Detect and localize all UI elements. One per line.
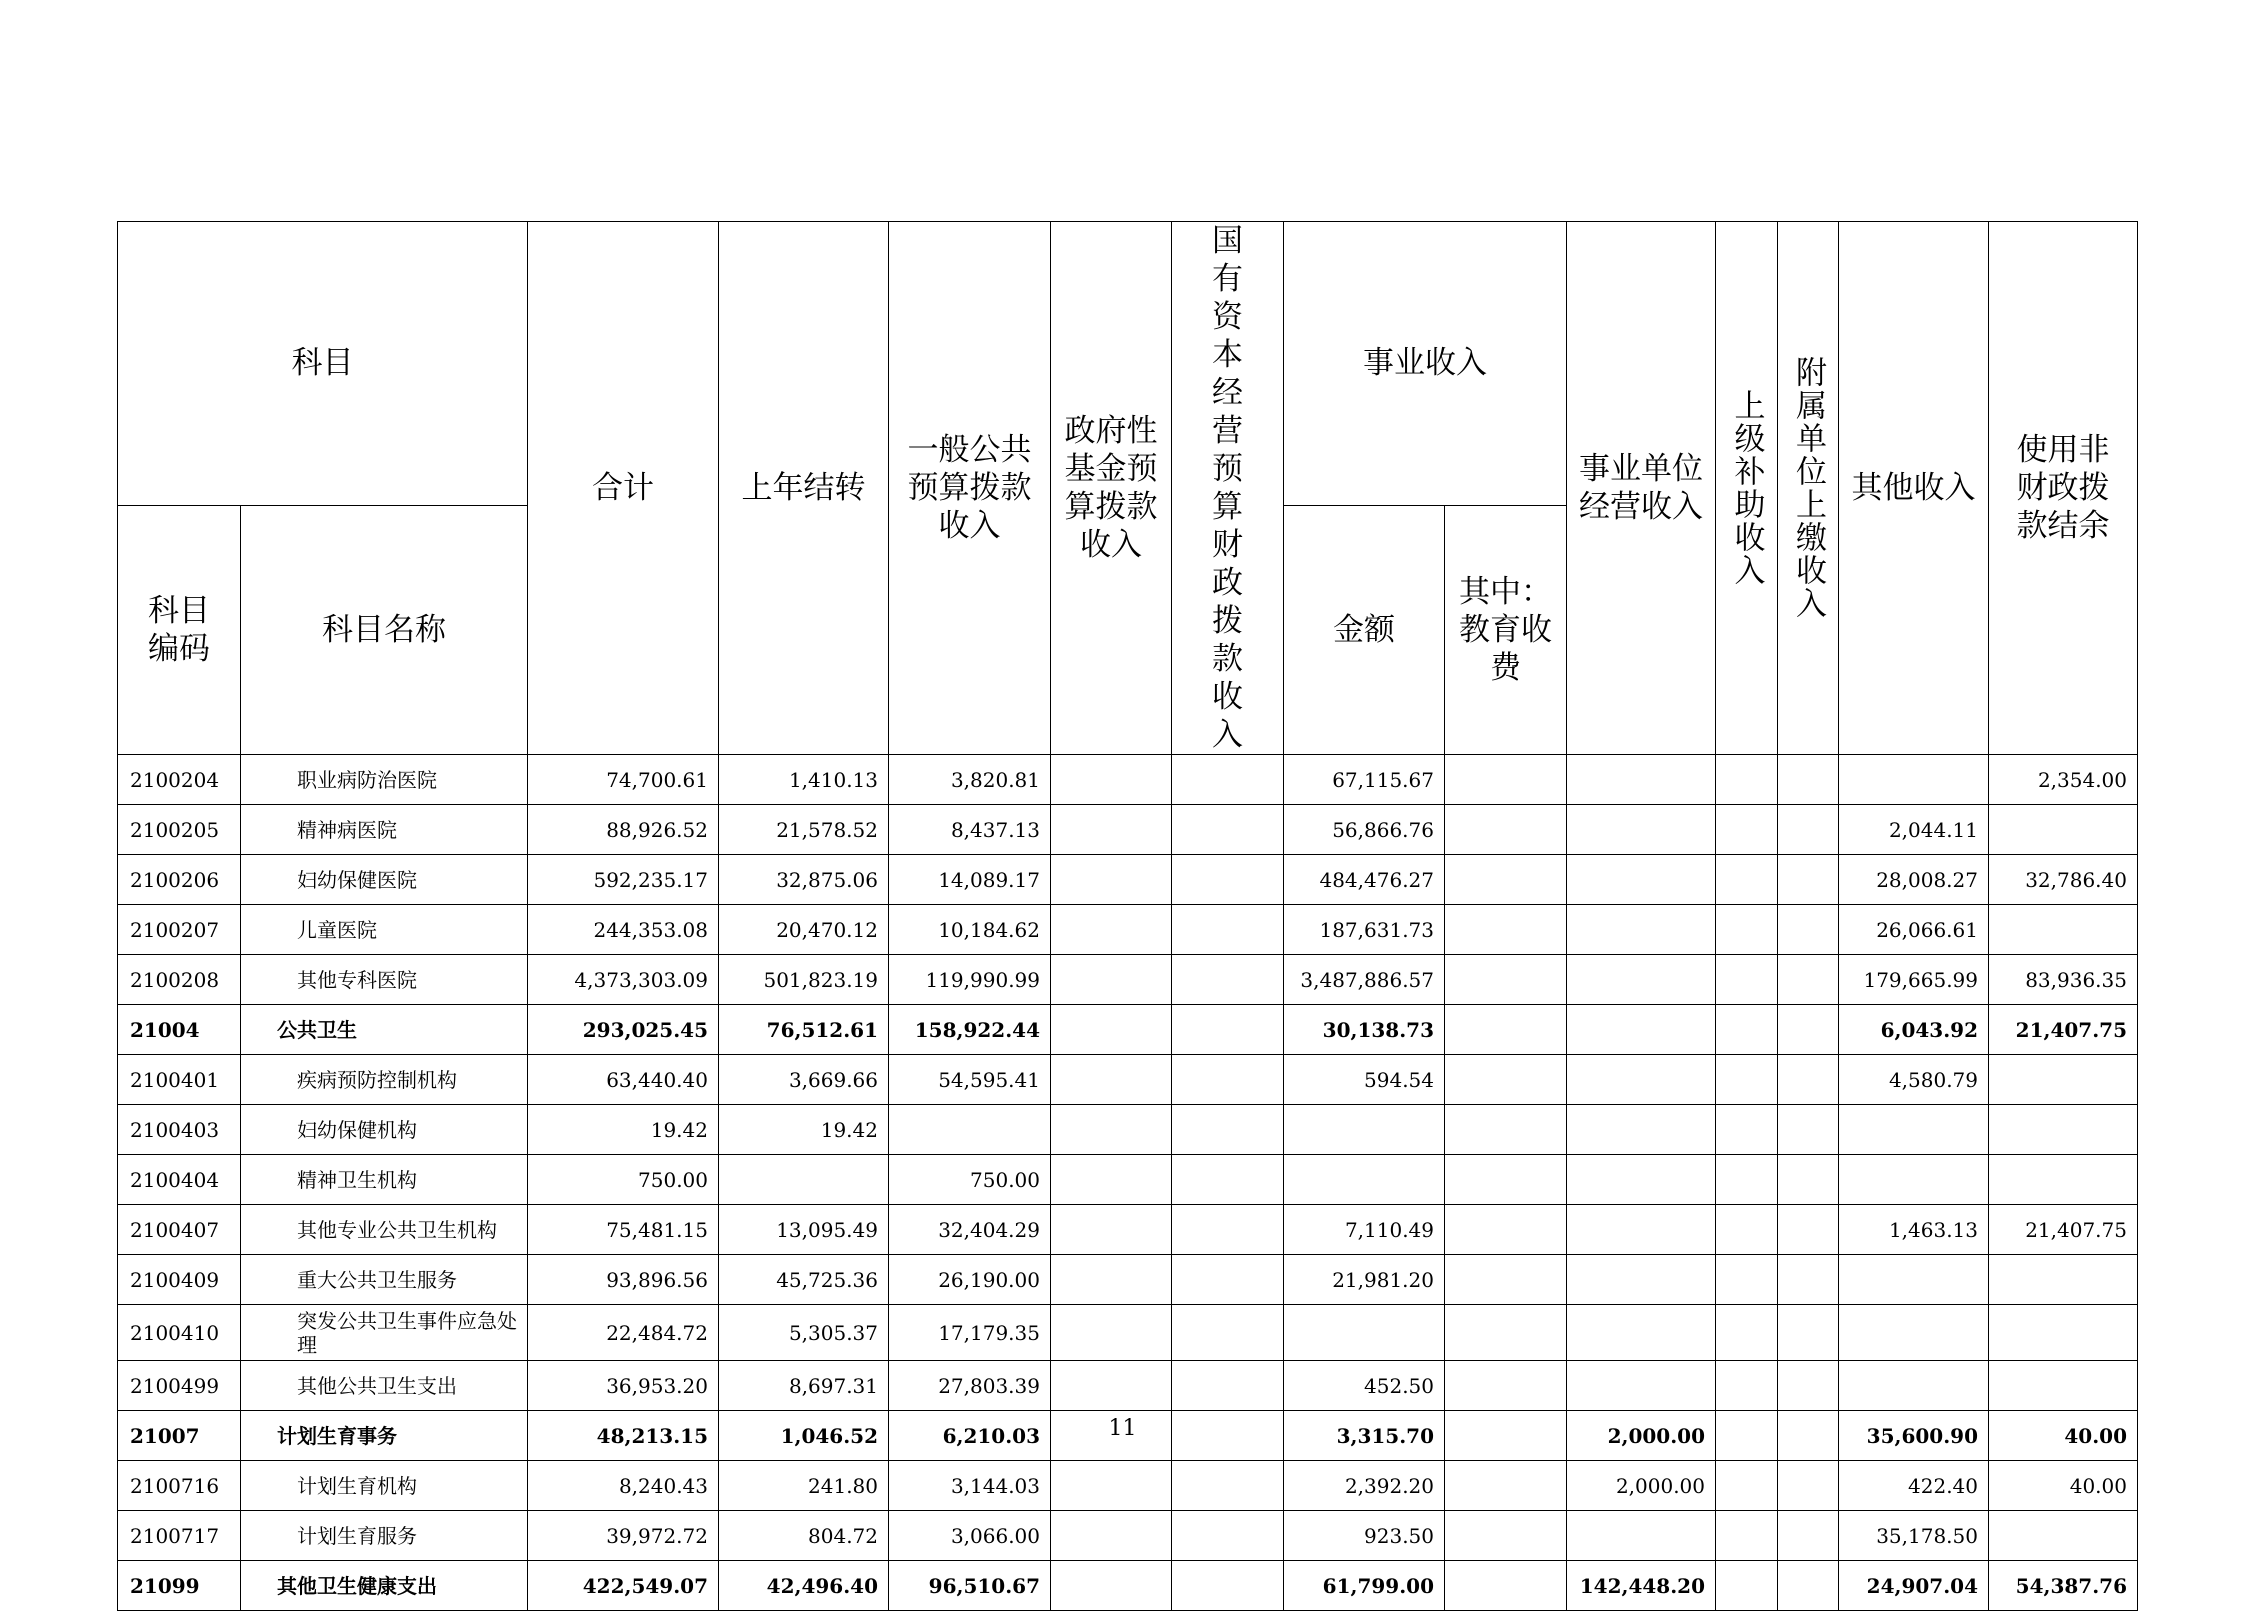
subject-name-cell: 妇幼保健医院 [241, 855, 528, 905]
operating-cell [1567, 1361, 1716, 1411]
carryover-cell: 804.72 [719, 1511, 889, 1561]
superior-cell [1716, 1561, 1778, 1611]
gov-fund-cell [1051, 1305, 1172, 1361]
table-row [118, 855, 2138, 905]
carryover-cell: 45,725.36 [719, 1255, 889, 1305]
total-cell: 93,896.56 [528, 1255, 719, 1305]
amount-cell: 30,138.73 [1284, 1005, 1445, 1055]
amount-cell: 187,631.73 [1284, 905, 1445, 955]
edu-fee-cell [1445, 1055, 1567, 1105]
header-education-fee: 其中：教育收费 [1445, 505, 1567, 754]
superior-cell [1716, 905, 1778, 955]
affiliated-cell [1778, 1005, 1839, 1055]
state-capital-cell [1172, 955, 1284, 1005]
subject-name-cell: 儿童医院 [241, 905, 528, 955]
carryover-cell: 1,046.52 [719, 1411, 889, 1461]
header-business-income: 事业收入 [1284, 222, 1567, 506]
amount-cell: 21,981.20 [1284, 1255, 1445, 1305]
other-cell: 422.40 [1839, 1461, 1989, 1511]
subject-code-cell: 2100207 [118, 905, 241, 955]
subject-name-cell: 公共卫生 [241, 1005, 528, 1055]
general-cell: 6,210.03 [889, 1411, 1051, 1461]
header-subject-name: 科目名称 [241, 505, 528, 754]
gov-fund-cell [1051, 905, 1172, 955]
edu-fee-cell [1445, 1155, 1567, 1205]
general-cell: 3,066.00 [889, 1511, 1051, 1561]
other-cell: 35,178.50 [1839, 1511, 1989, 1561]
subject-code-cell: 21099 [118, 1561, 241, 1611]
total-cell: 19.42 [528, 1105, 719, 1155]
state-capital-cell [1172, 1205, 1284, 1255]
total-cell: 63,440.40 [528, 1055, 719, 1105]
table-row [118, 1461, 2138, 1511]
budget-income-table [117, 221, 2138, 1611]
header-general-budget: 一般公共预算拨款收入 [889, 222, 1051, 755]
general-cell: 32,404.29 [889, 1205, 1051, 1255]
edu-fee-cell [1445, 1561, 1567, 1611]
state-capital-cell [1172, 1511, 1284, 1561]
state-capital-cell [1172, 905, 1284, 955]
amount-cell: 67,115.67 [1284, 755, 1445, 805]
operating-cell [1567, 1511, 1716, 1561]
edu-fee-cell [1445, 855, 1567, 905]
general-cell: 3,820.81 [889, 755, 1051, 805]
subject-name-cell: 重大公共卫生服务 [241, 1255, 528, 1305]
subject-name-cell: 精神卫生机构 [241, 1155, 528, 1205]
balance-cell: 40.00 [1989, 1411, 2138, 1461]
state-capital-cell [1172, 1105, 1284, 1155]
operating-cell [1567, 805, 1716, 855]
subject-name-cell: 职业病防治医院 [241, 755, 528, 805]
state-capital-cell [1172, 805, 1284, 855]
superior-cell [1716, 1005, 1778, 1055]
amount-cell: 594.54 [1284, 1055, 1445, 1105]
operating-cell [1567, 1005, 1716, 1055]
affiliated-cell [1778, 1305, 1839, 1361]
total-cell: 74,700.61 [528, 755, 719, 805]
other-cell: 26,066.61 [1839, 905, 1989, 955]
superior-cell [1716, 1461, 1778, 1511]
gov-fund-cell [1051, 1461, 1172, 1511]
affiliated-cell [1778, 855, 1839, 905]
operating-cell: 2,000.00 [1567, 1461, 1716, 1511]
subject-code-cell: 2100205 [118, 805, 241, 855]
amount-cell: 7,110.49 [1284, 1205, 1445, 1255]
superior-cell [1716, 1305, 1778, 1361]
operating-cell [1567, 1255, 1716, 1305]
subject-name-cell: 计划生育事务 [241, 1411, 528, 1461]
amount-cell [1284, 1155, 1445, 1205]
table-row [118, 1005, 2138, 1055]
amount-cell: 61,799.00 [1284, 1561, 1445, 1611]
operating-cell: 2,000.00 [1567, 1411, 1716, 1461]
carryover-cell [719, 1155, 889, 1205]
amount-cell: 484,476.27 [1284, 855, 1445, 905]
carryover-cell: 32,875.06 [719, 855, 889, 905]
carryover-cell: 5,305.37 [719, 1305, 889, 1361]
state-capital-cell [1172, 855, 1284, 905]
other-cell: 2,044.11 [1839, 805, 1989, 855]
operating-cell [1567, 1105, 1716, 1155]
superior-cell [1716, 1255, 1778, 1305]
affiliated-cell [1778, 1205, 1839, 1255]
balance-cell: 32,786.40 [1989, 855, 2138, 905]
balance-cell: 2,354.00 [1989, 755, 2138, 805]
subject-name-cell: 计划生育机构 [241, 1461, 528, 1511]
amount-cell: 452.50 [1284, 1361, 1445, 1411]
amount-cell: 3,315.70 [1284, 1411, 1445, 1461]
operating-cell [1567, 855, 1716, 905]
affiliated-cell [1778, 905, 1839, 955]
gov-fund-cell [1051, 1105, 1172, 1155]
general-cell: 750.00 [889, 1155, 1051, 1205]
balance-cell [1989, 1511, 2138, 1561]
operating-cell [1567, 1305, 1716, 1361]
header-subject-code: 科目编码 [118, 505, 241, 754]
state-capital-cell [1172, 1155, 1284, 1205]
total-cell: 592,235.17 [528, 855, 719, 905]
balance-cell [1989, 1155, 2138, 1205]
header-amount: 金额 [1284, 505, 1445, 754]
gov-fund-cell [1051, 1155, 1172, 1205]
balance-cell: 54,387.76 [1989, 1561, 2138, 1611]
gov-fund-cell [1051, 1511, 1172, 1561]
table-row [118, 1255, 2138, 1305]
edu-fee-cell [1445, 1105, 1567, 1155]
state-capital-cell [1172, 1055, 1284, 1105]
balance-cell [1989, 1361, 2138, 1411]
subject-code-cell: 2100401 [118, 1055, 241, 1105]
carryover-cell: 76,512.61 [719, 1005, 889, 1055]
other-cell [1839, 1105, 1989, 1155]
carryover-cell: 42,496.40 [719, 1561, 889, 1611]
edu-fee-cell [1445, 1361, 1567, 1411]
subject-code-cell: 2100407 [118, 1205, 241, 1255]
header-total: 合计 [528, 222, 719, 755]
general-cell: 26,190.00 [889, 1255, 1051, 1305]
state-capital-cell [1172, 1361, 1284, 1411]
edu-fee-cell [1445, 1255, 1567, 1305]
header-subject: 科目 [118, 222, 528, 506]
subject-code-cell: 2100403 [118, 1105, 241, 1155]
table-row [118, 1561, 2138, 1611]
other-cell: 4,580.79 [1839, 1055, 1989, 1105]
header-operating-income: 事业单位经营收入 [1567, 222, 1716, 755]
superior-cell [1716, 855, 1778, 905]
affiliated-cell [1778, 1361, 1839, 1411]
carryover-cell: 501,823.19 [719, 955, 889, 1005]
other-cell: 24,907.04 [1839, 1561, 1989, 1611]
total-cell: 244,353.08 [528, 905, 719, 955]
general-cell: 10,184.62 [889, 905, 1051, 955]
other-cell [1839, 1155, 1989, 1205]
affiliated-cell [1778, 1255, 1839, 1305]
subject-code-cell: 21004 [118, 1005, 241, 1055]
gov-fund-cell [1051, 1361, 1172, 1411]
edu-fee-cell [1445, 955, 1567, 1005]
subject-code-cell: 2100717 [118, 1511, 241, 1561]
general-cell [889, 1105, 1051, 1155]
other-cell: 35,600.90 [1839, 1411, 1989, 1461]
table-row [118, 955, 2138, 1005]
balance-cell [1989, 1255, 2138, 1305]
table-row [118, 1155, 2138, 1205]
subject-code-cell: 2100716 [118, 1461, 241, 1511]
table-row [118, 1055, 2138, 1105]
amount-cell: 2,392.20 [1284, 1461, 1445, 1511]
total-cell: 75,481.15 [528, 1205, 719, 1255]
other-cell: 1,463.13 [1839, 1205, 1989, 1255]
header-state-capital: 国有资本经营预算财政拨款收入 [1172, 222, 1284, 755]
balance-cell [1989, 805, 2138, 855]
gov-fund-cell [1051, 1055, 1172, 1105]
total-cell: 422,549.07 [528, 1561, 719, 1611]
gov-fund-cell [1051, 1255, 1172, 1305]
total-cell: 39,972.72 [528, 1511, 719, 1561]
superior-cell [1716, 1055, 1778, 1105]
affiliated-cell [1778, 1055, 1839, 1105]
carryover-cell: 8,697.31 [719, 1361, 889, 1411]
page-number: 11 [1108, 1416, 1137, 1441]
state-capital-cell [1172, 1461, 1284, 1511]
carryover-cell: 21,578.52 [719, 805, 889, 855]
total-cell: 88,926.52 [528, 805, 719, 855]
edu-fee-cell [1445, 755, 1567, 805]
amount-cell: 3,487,886.57 [1284, 955, 1445, 1005]
general-cell: 119,990.99 [889, 955, 1051, 1005]
amount-cell: 56,866.76 [1284, 805, 1445, 855]
edu-fee-cell [1445, 1305, 1567, 1361]
state-capital-cell [1172, 1255, 1284, 1305]
subject-code-cell: 2100204 [118, 755, 241, 805]
total-cell: 4,373,303.09 [528, 955, 719, 1005]
table-row [118, 1305, 2138, 1361]
edu-fee-cell [1445, 805, 1567, 855]
header-superior-subsidy: 上级补助收入 [1716, 222, 1778, 755]
affiliated-cell [1778, 755, 1839, 805]
general-cell: 54,595.41 [889, 1055, 1051, 1105]
superior-cell [1716, 1155, 1778, 1205]
affiliated-cell [1778, 1561, 1839, 1611]
general-cell: 14,089.17 [889, 855, 1051, 905]
table-row [118, 905, 2138, 955]
operating-cell [1567, 1205, 1716, 1255]
amount-cell [1284, 1305, 1445, 1361]
affiliated-cell [1778, 1461, 1839, 1511]
balance-cell [1989, 1105, 2138, 1155]
subject-code-cell: 2100404 [118, 1155, 241, 1205]
edu-fee-cell [1445, 1461, 1567, 1511]
operating-cell [1567, 1055, 1716, 1105]
subject-code-cell: 2100206 [118, 855, 241, 905]
other-cell [1839, 1305, 1989, 1361]
subject-name-cell: 其他卫生健康支出 [241, 1561, 528, 1611]
gov-fund-cell [1051, 1005, 1172, 1055]
header-gov-fund: 政府性基金预算拨款收入 [1051, 222, 1172, 755]
affiliated-cell [1778, 955, 1839, 1005]
other-cell [1839, 1361, 1989, 1411]
edu-fee-cell [1445, 1005, 1567, 1055]
state-capital-cell [1172, 1305, 1284, 1361]
other-cell: 28,008.27 [1839, 855, 1989, 905]
header-nonfiscal-balance: 使用非财政拨款结余 [1989, 222, 2138, 755]
amount-cell: 923.50 [1284, 1511, 1445, 1561]
subject-name-cell: 精神病医院 [241, 805, 528, 855]
state-capital-cell [1172, 1561, 1284, 1611]
state-capital-cell [1172, 1005, 1284, 1055]
subject-name-cell: 其他公共卫生支出 [241, 1361, 528, 1411]
header-prior-year-carryover: 上年结转 [719, 222, 889, 755]
carryover-cell: 13,095.49 [719, 1205, 889, 1255]
balance-cell [1989, 905, 2138, 955]
general-cell: 8,437.13 [889, 805, 1051, 855]
table-row [118, 1205, 2138, 1255]
subject-name-cell: 其他专科医院 [241, 955, 528, 1005]
total-cell: 750.00 [528, 1155, 719, 1205]
operating-cell [1567, 905, 1716, 955]
balance-cell [1989, 1305, 2138, 1361]
carryover-cell: 19.42 [719, 1105, 889, 1155]
subject-code-cell: 21007 [118, 1411, 241, 1461]
superior-cell [1716, 1511, 1778, 1561]
table-row [118, 1361, 2138, 1411]
operating-cell [1567, 755, 1716, 805]
general-cell: 27,803.39 [889, 1361, 1051, 1411]
gov-fund-cell [1051, 855, 1172, 905]
subject-name-cell: 突发公共卫生事件应急处理 [241, 1305, 528, 1361]
table-row [118, 805, 2138, 855]
affiliated-cell [1778, 1105, 1839, 1155]
other-cell: 179,665.99 [1839, 955, 1989, 1005]
subject-name-cell: 妇幼保健机构 [241, 1105, 528, 1155]
subject-code-cell: 2100499 [118, 1361, 241, 1411]
table-row [118, 755, 2138, 805]
superior-cell [1716, 805, 1778, 855]
carryover-cell: 241.80 [719, 1461, 889, 1511]
header-other-income: 其他收入 [1839, 222, 1989, 755]
operating-cell: 142,448.20 [1567, 1561, 1716, 1611]
affiliated-cell [1778, 1155, 1839, 1205]
general-cell: 96,510.67 [889, 1561, 1051, 1611]
total-cell: 22,484.72 [528, 1305, 719, 1361]
gov-fund-cell [1051, 955, 1172, 1005]
balance-cell [1989, 1055, 2138, 1105]
subject-code-cell: 2100410 [118, 1305, 241, 1361]
gov-fund-cell [1051, 755, 1172, 805]
carryover-cell: 20,470.12 [719, 905, 889, 955]
other-cell [1839, 755, 1989, 805]
superior-cell [1716, 955, 1778, 1005]
gov-fund-cell [1051, 805, 1172, 855]
total-cell: 8,240.43 [528, 1461, 719, 1511]
general-cell: 17,179.35 [889, 1305, 1051, 1361]
balance-cell: 83,936.35 [1989, 955, 2138, 1005]
other-cell [1839, 1255, 1989, 1305]
balance-cell: 40.00 [1989, 1461, 2138, 1511]
subject-name-cell: 疾病预防控制机构 [241, 1055, 528, 1105]
general-cell: 3,144.03 [889, 1461, 1051, 1511]
total-cell: 48,213.15 [528, 1411, 719, 1461]
gov-fund-cell [1051, 1561, 1172, 1611]
edu-fee-cell [1445, 1205, 1567, 1255]
subject-code-cell: 2100208 [118, 955, 241, 1005]
other-cell: 6,043.92 [1839, 1005, 1989, 1055]
gov-fund-cell [1051, 1205, 1172, 1255]
state-capital-cell [1172, 755, 1284, 805]
operating-cell [1567, 1155, 1716, 1205]
table-row [118, 1511, 2138, 1561]
balance-cell: 21,407.75 [1989, 1205, 2138, 1255]
superior-cell [1716, 1205, 1778, 1255]
subject-name-cell: 其他专业公共卫生机构 [241, 1205, 528, 1255]
affiliated-cell [1778, 1511, 1839, 1561]
affiliated-cell [1778, 805, 1839, 855]
table-row [118, 1105, 2138, 1155]
edu-fee-cell [1445, 905, 1567, 955]
superior-cell [1716, 1361, 1778, 1411]
carryover-cell: 1,410.13 [719, 755, 889, 805]
superior-cell [1716, 755, 1778, 805]
edu-fee-cell [1445, 1511, 1567, 1561]
total-cell: 293,025.45 [528, 1005, 719, 1055]
superior-cell [1716, 1105, 1778, 1155]
carryover-cell: 3,669.66 [719, 1055, 889, 1105]
general-cell: 158,922.44 [889, 1005, 1051, 1055]
subject-name-cell: 计划生育服务 [241, 1511, 528, 1561]
amount-cell [1284, 1105, 1445, 1155]
operating-cell [1567, 955, 1716, 1005]
total-cell: 36,953.20 [528, 1361, 719, 1411]
header-affiliated-remit: 附属单位上缴收入 [1778, 222, 1839, 755]
subject-code-cell: 2100409 [118, 1255, 241, 1305]
balance-cell: 21,407.75 [1989, 1005, 2138, 1055]
